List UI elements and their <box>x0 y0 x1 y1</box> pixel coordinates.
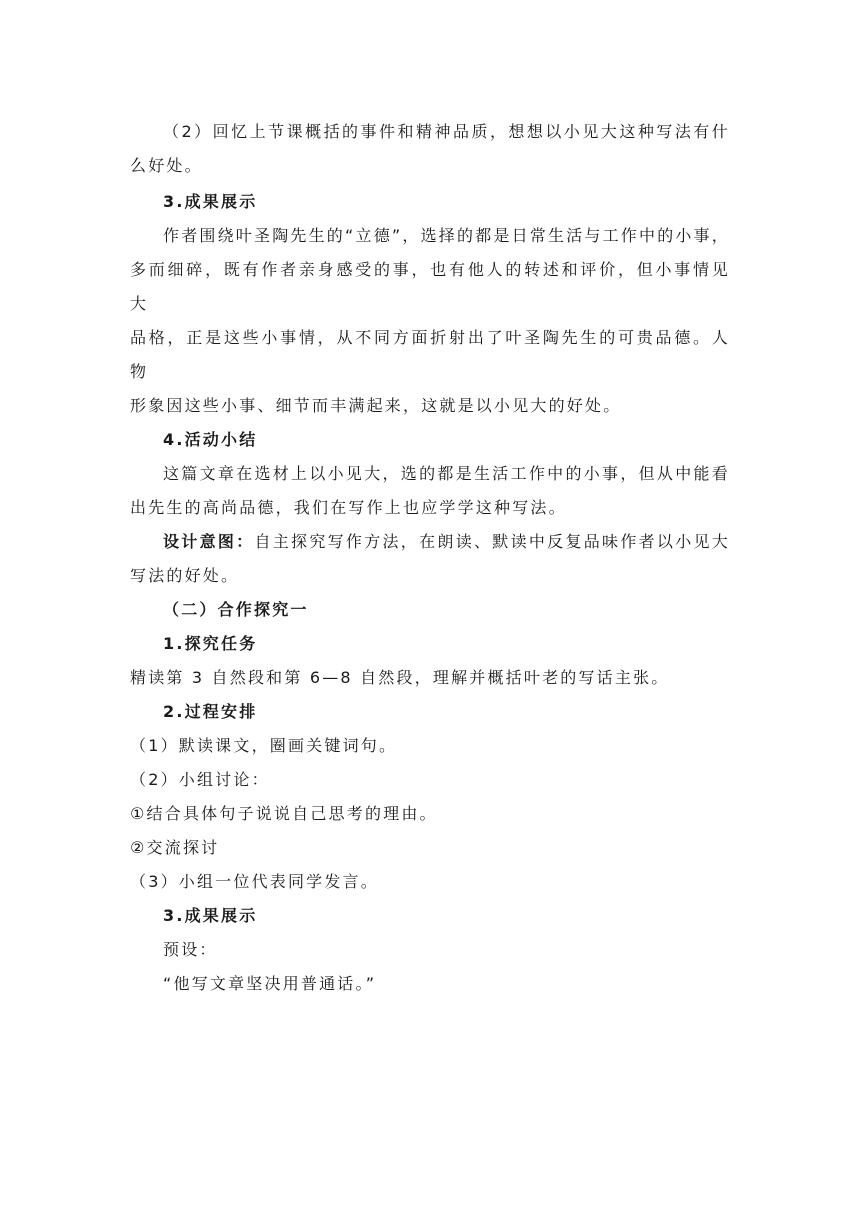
paragraph-line: （2）回忆上节课概括的事件和精神品质，想想以小见大这种写法有什 <box>163 122 730 141</box>
list-item: （1）默读课文，圈画关键词句。 <box>130 736 398 755</box>
section-heading: 2.过程安排 <box>163 702 258 721</box>
paragraph-line: 精读第 3 自然段和第 6—8 自然段，理解并概括叶老的写话主张。 <box>130 668 670 687</box>
list-item: ②交流探讨 <box>130 838 220 857</box>
section-heading: 1.探究任务 <box>163 634 258 653</box>
list-item: （2）小组讨论： <box>130 770 270 789</box>
paragraph-line: 预设： <box>163 940 218 959</box>
design-intent-text: 自主探究写作方法，在朗读、默读中反复品味作者以小见大 <box>254 532 730 551</box>
paragraph-line: 品格，正是这些小事情，从不同方面折射出了叶圣陶先生的可贵品德。人物 <box>130 328 730 381</box>
paragraph-line: 写法的好处。 <box>130 566 240 585</box>
design-intent-label: 设计意图： <box>163 532 255 551</box>
list-item: （3）小组一位代表同学发言。 <box>130 872 379 891</box>
paragraph-line: 么好处。 <box>130 156 203 175</box>
paragraph-line: 这篇文章在选材上以小见大，选的都是生活工作中的小事，但从中能看 <box>163 464 730 483</box>
paragraph-line: 作者围绕叶圣陶先生的“立德”，选择的都是日常生活与工作中的小事， <box>163 226 730 245</box>
paragraph-line: 多而细碎，既有作者亲身感受的事，也有他人的转述和评价，但小事情见大 <box>130 260 730 313</box>
paragraph-line: 形象因这些小事、细节而丰满起来，这就是以小见大的好处。 <box>130 396 622 415</box>
design-intent-line <box>130 525 730 559</box>
section-heading: （二）合作探究一 <box>163 600 309 619</box>
section-heading: 3.成果展示 <box>163 192 258 211</box>
section-heading: 4.活动小结 <box>163 430 258 449</box>
document-page <box>130 115 730 1001</box>
list-item: ①结合具体句子说说自己思考的理由。 <box>130 804 438 823</box>
section-heading: 3.成果展示 <box>163 906 258 925</box>
paragraph-line: 出先生的高尚品德，我们在写作上也应学学这种写法。 <box>130 498 567 517</box>
quote-line: “他写文章坚决用普通话。” <box>163 974 377 993</box>
